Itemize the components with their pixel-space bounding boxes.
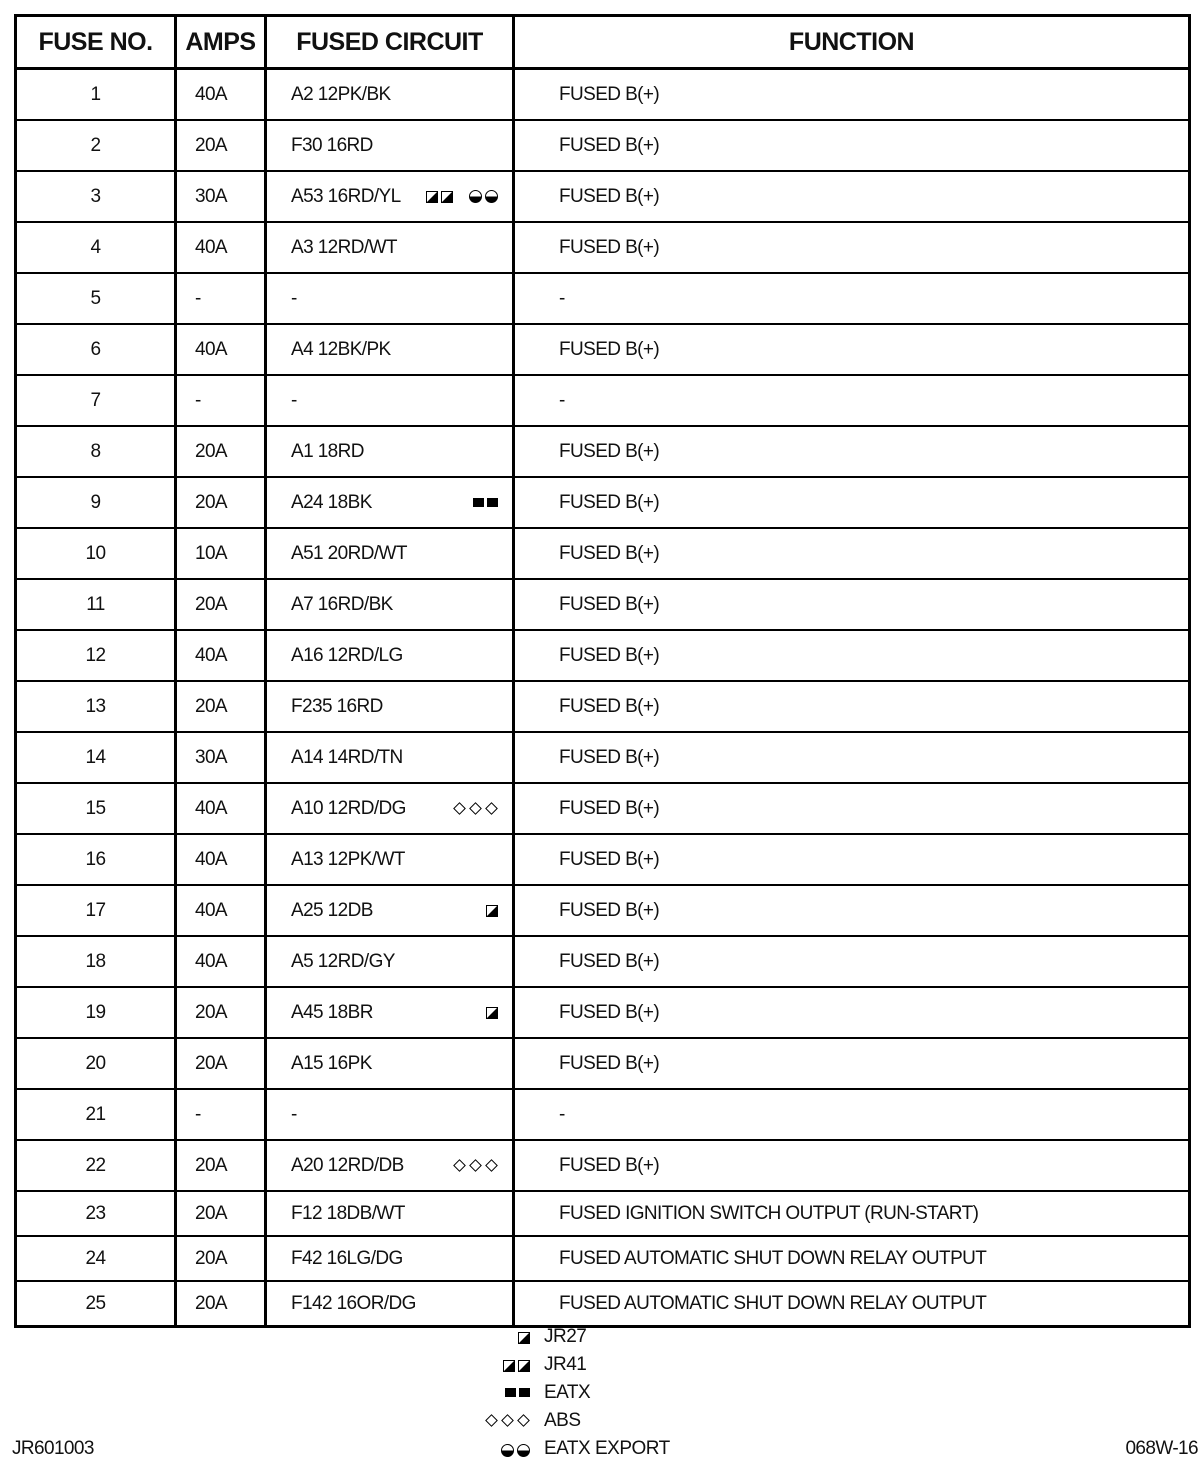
fused-circuit-text: A45 18BR [291, 1001, 373, 1023]
fused-circuit-text: F235 16RD [291, 695, 383, 717]
function-cell: FUSED B(+) [514, 120, 1190, 171]
table-row [16, 1038, 1190, 1089]
fused-circuit-cell [266, 69, 514, 121]
abs-symbol-icon [453, 1159, 466, 1172]
fused-circuit-cell [266, 120, 514, 171]
abs-symbol-icon [485, 802, 498, 815]
fuse-number-cell: 19 [16, 987, 176, 1038]
abs-symbol-icon [485, 1414, 498, 1427]
fused-circuit-cell [266, 477, 514, 528]
eatx-export-marker-icon [469, 190, 498, 203]
amps-cell: 40A [176, 324, 266, 375]
amps-cell: 40A [176, 834, 266, 885]
table-row [16, 987, 1190, 1038]
function-cell: - [514, 375, 1190, 426]
amps-cell: - [176, 375, 266, 426]
table-row [16, 1140, 1190, 1191]
fuse-number-cell: 17 [16, 885, 176, 936]
table-row [16, 630, 1190, 681]
amps-cell: 20A [176, 1038, 266, 1089]
fused-circuit-cell [266, 1236, 514, 1281]
function-cell: FUSED B(+) [514, 579, 1190, 630]
eatx-symbol-icon [473, 498, 484, 507]
fused-circuit-text: A5 12RD/GY [291, 950, 395, 972]
abs-symbol-icon [485, 1159, 498, 1172]
function-cell: FUSED B(+) [514, 528, 1190, 579]
fused-circuit-text: A4 12BK/PK [291, 338, 391, 360]
table-row [16, 1236, 1190, 1281]
legend-label: EATX [544, 1382, 591, 1403]
fused-circuit-cell [266, 1191, 514, 1236]
legend-item [470, 1410, 730, 1438]
jr27-symbol-icon [486, 905, 498, 917]
fused-circuit-text: - [291, 389, 297, 411]
eatx-symbol-icon [519, 1388, 530, 1397]
fuse-number-cell: 5 [16, 273, 176, 324]
fused-circuit-text: A7 16RD/BK [291, 593, 393, 615]
amps-cell: 40A [176, 69, 266, 121]
fused-circuit-cell [266, 528, 514, 579]
fuse-number-cell: 2 [16, 120, 176, 171]
function-cell: FUSED B(+) [514, 681, 1190, 732]
fuse-number-cell: 24 [16, 1236, 176, 1281]
amps-cell: 20A [176, 1140, 266, 1191]
fuse-number-cell: 4 [16, 222, 176, 273]
function-cell: FUSED B(+) [514, 477, 1190, 528]
fused-circuit-cell [266, 936, 514, 987]
amps-cell: 20A [176, 1281, 266, 1327]
eatx-marker-icon [473, 498, 498, 507]
fused-circuit-cell [266, 834, 514, 885]
jr41-marker-icon [426, 191, 453, 203]
eatx-symbol-icon [505, 1388, 516, 1397]
function-cell: FUSED B(+) [514, 834, 1190, 885]
fused-circuit-cell [266, 1038, 514, 1089]
eatx-export-symbol-icon [501, 1444, 514, 1457]
legend-label: ABS [544, 1410, 581, 1431]
fused-circuit-text: A16 12RD/LG [291, 644, 403, 666]
abs-symbol-icon [501, 1414, 514, 1427]
header-fuse-no: FUSE NO. [16, 16, 176, 69]
amps-cell: 20A [176, 477, 266, 528]
amps-cell: 40A [176, 222, 266, 273]
fused-circuit-cell [266, 375, 514, 426]
fused-circuit-text: A2 12PK/BK [291, 83, 391, 105]
abs-symbol-icon [469, 802, 482, 815]
function-cell: FUSED B(+) [514, 69, 1190, 121]
fuse-number-cell: 9 [16, 477, 176, 528]
fused-circuit-cell [266, 1089, 514, 1140]
jr27-symbol-icon [518, 1332, 530, 1344]
fused-circuit-text: F12 18DB/WT [291, 1202, 405, 1224]
eatx-export-symbol-icon [485, 190, 498, 203]
fused-circuit-text: A3 12RD/WT [291, 236, 397, 258]
amps-cell: 10A [176, 528, 266, 579]
function-cell: FUSED B(+) [514, 885, 1190, 936]
fused-circuit-text: A13 12PK/WT [291, 848, 405, 870]
fused-circuit-text: F42 16LG/DG [291, 1247, 403, 1269]
fused-circuit-cell [266, 987, 514, 1038]
figure-reference-right: 068W-16 [1125, 1438, 1198, 1459]
amps-cell: 40A [176, 630, 266, 681]
function-cell: FUSED B(+) [514, 1038, 1190, 1089]
function-cell: FUSED B(+) [514, 783, 1190, 834]
fused-circuit-text: A15 16PK [291, 1052, 372, 1074]
eatx-symbol-icon [487, 498, 498, 507]
function-cell: FUSED B(+) [514, 222, 1190, 273]
amps-cell: 20A [176, 426, 266, 477]
function-cell: FUSED B(+) [514, 324, 1190, 375]
fused-circuit-text: A24 18BK [291, 491, 372, 513]
table-row [16, 936, 1190, 987]
fused-circuit-text: A10 12RD/DG [291, 797, 406, 819]
amps-cell: - [176, 1089, 266, 1140]
legend-label: EATX EXPORT [544, 1438, 670, 1459]
fused-circuit-cell [266, 426, 514, 477]
eatx-export-marker-icon [501, 1444, 530, 1457]
amps-cell: 20A [176, 579, 266, 630]
fused-circuit-text: - [291, 287, 297, 309]
fuse-number-cell: 15 [16, 783, 176, 834]
fused-circuit-cell [266, 783, 514, 834]
jr41-marker-icon [503, 1360, 530, 1372]
fuse-number-cell: 12 [16, 630, 176, 681]
function-cell: FUSED B(+) [514, 987, 1190, 1038]
abs-symbol-icon [469, 1159, 482, 1172]
fused-circuit-text: A51 20RD/WT [291, 542, 407, 564]
table-row [16, 1089, 1190, 1140]
fuse-number-cell: 20 [16, 1038, 176, 1089]
table-row [16, 222, 1190, 273]
fused-circuit-cell [266, 1140, 514, 1191]
abs-marker-icon [453, 1161, 498, 1170]
header-function: FUNCTION [514, 16, 1190, 69]
fuse-number-cell: 1 [16, 69, 176, 121]
fused-circuit-cell [266, 222, 514, 273]
fuse-number-cell: 7 [16, 375, 176, 426]
jr41-symbol-icon [518, 1360, 530, 1372]
fused-circuit-cell [266, 273, 514, 324]
function-cell: FUSED B(+) [514, 936, 1190, 987]
fused-circuit-text: A53 16RD/YL [291, 185, 401, 207]
function-cell: FUSED B(+) [514, 732, 1190, 783]
function-cell: FUSED B(+) [514, 1140, 1190, 1191]
table-row [16, 528, 1190, 579]
table-row [16, 783, 1190, 834]
table-row [16, 885, 1190, 936]
abs-symbol-icon [517, 1414, 530, 1427]
legend-item [470, 1382, 730, 1410]
fuse-number-cell: 6 [16, 324, 176, 375]
fuse-number-cell: 16 [16, 834, 176, 885]
fuse-number-cell: 23 [16, 1191, 176, 1236]
function-cell: - [514, 1089, 1190, 1140]
fused-circuit-cell [266, 171, 514, 222]
function-cell: FUSED IGNITION SWITCH OUTPUT (RUN-START) [514, 1191, 1190, 1236]
function-cell: FUSED AUTOMATIC SHUT DOWN RELAY OUTPUT [514, 1236, 1190, 1281]
table-row [16, 1281, 1190, 1327]
fused-circuit-cell [266, 681, 514, 732]
header-fused-circuit: FUSED CIRCUIT [266, 16, 514, 69]
amps-cell: 40A [176, 885, 266, 936]
fuse-number-cell: 10 [16, 528, 176, 579]
function-cell: FUSED B(+) [514, 171, 1190, 222]
fused-circuit-cell [266, 885, 514, 936]
table-row [16, 120, 1190, 171]
figure-reference-left: JR601003 [12, 1438, 94, 1459]
function-cell: FUSED AUTOMATIC SHUT DOWN RELAY OUTPUT [514, 1281, 1190, 1327]
eatx-marker-icon [505, 1388, 530, 1397]
header-row [16, 16, 1190, 69]
abs-marker-icon [453, 804, 498, 813]
fused-circuit-cell [266, 324, 514, 375]
fused-circuit-cell [266, 579, 514, 630]
abs-marker-icon [485, 1416, 530, 1425]
table-row [16, 579, 1190, 630]
fused-circuit-cell [266, 732, 514, 783]
table-row [16, 273, 1190, 324]
amps-cell: - [176, 273, 266, 324]
jr27-marker-icon [518, 1332, 530, 1344]
amps-cell: 30A [176, 732, 266, 783]
table-row [16, 477, 1190, 528]
jr27-symbol-icon [486, 1007, 498, 1019]
fused-circuit-cell [266, 1281, 514, 1327]
amps-cell: 20A [176, 120, 266, 171]
jr41-symbol-icon [426, 191, 438, 203]
header-amps: AMPS [176, 16, 266, 69]
table-row [16, 681, 1190, 732]
legend-label: JR41 [544, 1354, 587, 1375]
legend-item [470, 1354, 730, 1382]
amps-cell: 40A [176, 783, 266, 834]
fuse-number-cell: 8 [16, 426, 176, 477]
amps-cell: 20A [176, 681, 266, 732]
jr41-symbol-icon [441, 191, 453, 203]
fused-circuit-text: A25 12DB [291, 899, 373, 921]
fused-circuit-text: - [291, 1103, 297, 1125]
fuse-table-body [16, 69, 1190, 1327]
fuse-number-cell: 22 [16, 1140, 176, 1191]
table-row [16, 171, 1190, 222]
symbol-legend [470, 1326, 730, 1466]
table-row [16, 426, 1190, 477]
fuse-number-cell: 25 [16, 1281, 176, 1327]
amps-cell: 20A [176, 1236, 266, 1281]
legend-item [470, 1326, 730, 1354]
fused-circuit-text: F30 16RD [291, 134, 373, 156]
fuse-number-cell: 18 [16, 936, 176, 987]
amps-cell: 30A [176, 171, 266, 222]
legend-item [470, 1438, 730, 1466]
jr27-marker-icon [486, 1007, 498, 1019]
fused-circuit-text: F142 16OR/DG [291, 1292, 416, 1314]
table-row [16, 1191, 1190, 1236]
fuse-number-cell: 21 [16, 1089, 176, 1140]
table-row [16, 834, 1190, 885]
function-cell: - [514, 273, 1190, 324]
fused-circuit-text: A20 12RD/DB [291, 1154, 404, 1176]
fused-circuit-text: A1 18RD [291, 440, 364, 462]
fuse-number-cell: 13 [16, 681, 176, 732]
function-cell: FUSED B(+) [514, 426, 1190, 477]
fuse-table [14, 14, 1191, 1328]
table-row [16, 69, 1190, 121]
fuse-number-cell: 14 [16, 732, 176, 783]
fused-circuit-cell [266, 630, 514, 681]
amps-cell: 40A [176, 936, 266, 987]
fuse-number-cell: 11 [16, 579, 176, 630]
amps-cell: 20A [176, 1191, 266, 1236]
jr41-symbol-icon [503, 1360, 515, 1372]
table-row [16, 375, 1190, 426]
jr27-marker-icon [486, 905, 498, 917]
amps-cell: 20A [176, 987, 266, 1038]
abs-symbol-icon [453, 802, 466, 815]
fuse-number-cell: 3 [16, 171, 176, 222]
eatx-export-symbol-icon [517, 1444, 530, 1457]
table-row [16, 324, 1190, 375]
function-cell: FUSED B(+) [514, 630, 1190, 681]
fused-circuit-text: A14 14RD/TN [291, 746, 403, 768]
table-row [16, 732, 1190, 783]
eatx-export-symbol-icon [469, 190, 482, 203]
legend-label: JR27 [544, 1326, 587, 1347]
